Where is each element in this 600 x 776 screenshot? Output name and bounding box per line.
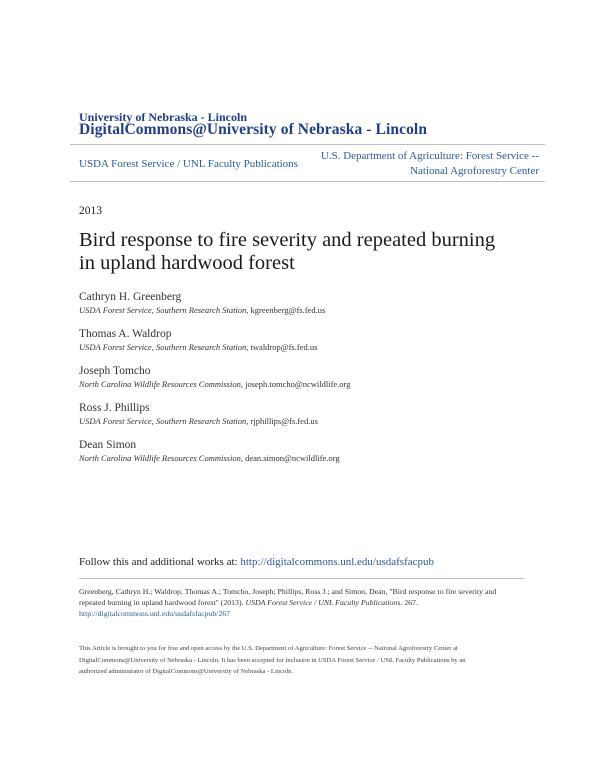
affiliation-text: North Carolina Wildlife Resources Commission (79, 453, 241, 463)
article-title-line2: in upland hardwood forest (79, 252, 295, 274)
citation-block (79, 586, 524, 619)
author-affiliation: USDA Forest Service, Southern Research Station, kgreenberg@fs.fed.us (79, 305, 326, 315)
author-name: Thomas A. Waldrop (79, 328, 172, 340)
affiliation-text: North Carolina Wildlife Resources Commission (79, 379, 241, 389)
access-notice-line1: This Article is brought to you for free and open access by the U.S. Department of Agriculture: Forest Service -- National Agroforestry Center at (79, 645, 458, 652)
follow-line (79, 556, 434, 568)
institution-name[interactable]: University of Nebraska - Lincoln (79, 110, 247, 124)
author-email[interactable]: dean.simon@ncwildlife.org (245, 453, 340, 463)
citation-line1: Greenberg, Cathryn H.; Waldrop, Thomas A.; Tomcho, Joseph; Phillips, Ross J.; and Simon, Dean, "Bird response to fire severity and (79, 587, 497, 596)
citation-series: USDA Forest Service / UNL Faculty Publications (245, 598, 401, 607)
citation-line2 (79, 597, 524, 608)
collection-link-agroforestry-line2[interactable]: National Agroforestry Center (410, 164, 539, 177)
author-name: Joseph Tomcho (79, 365, 151, 377)
collection-bar (70, 144, 545, 182)
access-notice-line3: authorized administrator of DigitalCommons@University of Nebraska - Lincoln. (79, 668, 294, 675)
author-email[interactable]: twaldrop@fs.fed.us (250, 342, 318, 352)
collection-link-forest-service[interactable]: USDA Forest Service / UNL Faculty Publications (79, 158, 298, 170)
author-name: Ross J. Phillips (79, 402, 150, 414)
article-title (79, 229, 549, 275)
follow-label: Follow this and additional works at: (79, 556, 238, 568)
author-affiliation: USDA Forest Service, Southern Research Station, twaldrop@fs.fed.us (79, 342, 318, 352)
author-email[interactable]: joseph.tomcho@ncwildlife.org (245, 379, 351, 389)
author-affiliation: North Carolina Wildlife Resources Commission, dean.simon@ncwildlife.org (79, 453, 340, 463)
article-title-line1: Bird response to fire severity and repeated burning (79, 229, 496, 251)
access-notice-line2: DigitalCommons@University of Nebraska - Lincoln. It has been accepted for inclusion in USDA Forest Service / UNL Faculty Publications by an (79, 656, 466, 664)
divider (79, 578, 524, 579)
repository-title[interactable]: DigitalCommons@University of Nebraska - Lincoln (79, 121, 428, 138)
author-name: Dean Simon (79, 439, 137, 451)
author-affiliation: USDA Forest Service, Southern Research Station, rjphillips@fs.fed.us (79, 416, 318, 426)
citation-link[interactable]: http://digitalcommons.unl.edu/usdafsfacpub/267 (79, 609, 231, 618)
affiliation-text: USDA Forest Service, Southern Research Station (79, 416, 247, 426)
affiliation-text: USDA Forest Service, Southern Research Station (79, 342, 247, 352)
author-block (79, 328, 317, 352)
citation-number: . 267. (400, 598, 418, 607)
author-affiliation: North Carolina Wildlife Resources Commission, joseph.tomcho@ncwildlife.org (79, 379, 351, 389)
access-notice (79, 643, 524, 678)
author-name: Cathryn H. Greenberg (79, 291, 182, 303)
author-block (79, 439, 340, 463)
citation-line2-text: repeated burning in upland hardwood forest" (2013). (79, 598, 244, 607)
publication-year: 2013 (79, 205, 102, 217)
collection-link-agroforestry-line1[interactable]: U.S. Department of Agriculture: Forest Service -- (320, 150, 539, 162)
affiliation-text: USDA Forest Service, Southern Research Station (79, 305, 247, 315)
author-block (79, 402, 318, 426)
collection-link-agroforestry[interactable] (321, 149, 539, 178)
author-block (79, 291, 325, 315)
follow-link[interactable]: http://digitalcommons.unl.edu/usdafsfacpub (240, 556, 435, 568)
author-block (79, 365, 350, 389)
author-email[interactable]: kgreenberg@fs.fed.us (250, 305, 326, 315)
author-email[interactable]: rjphillips@fs.fed.us (250, 416, 318, 426)
